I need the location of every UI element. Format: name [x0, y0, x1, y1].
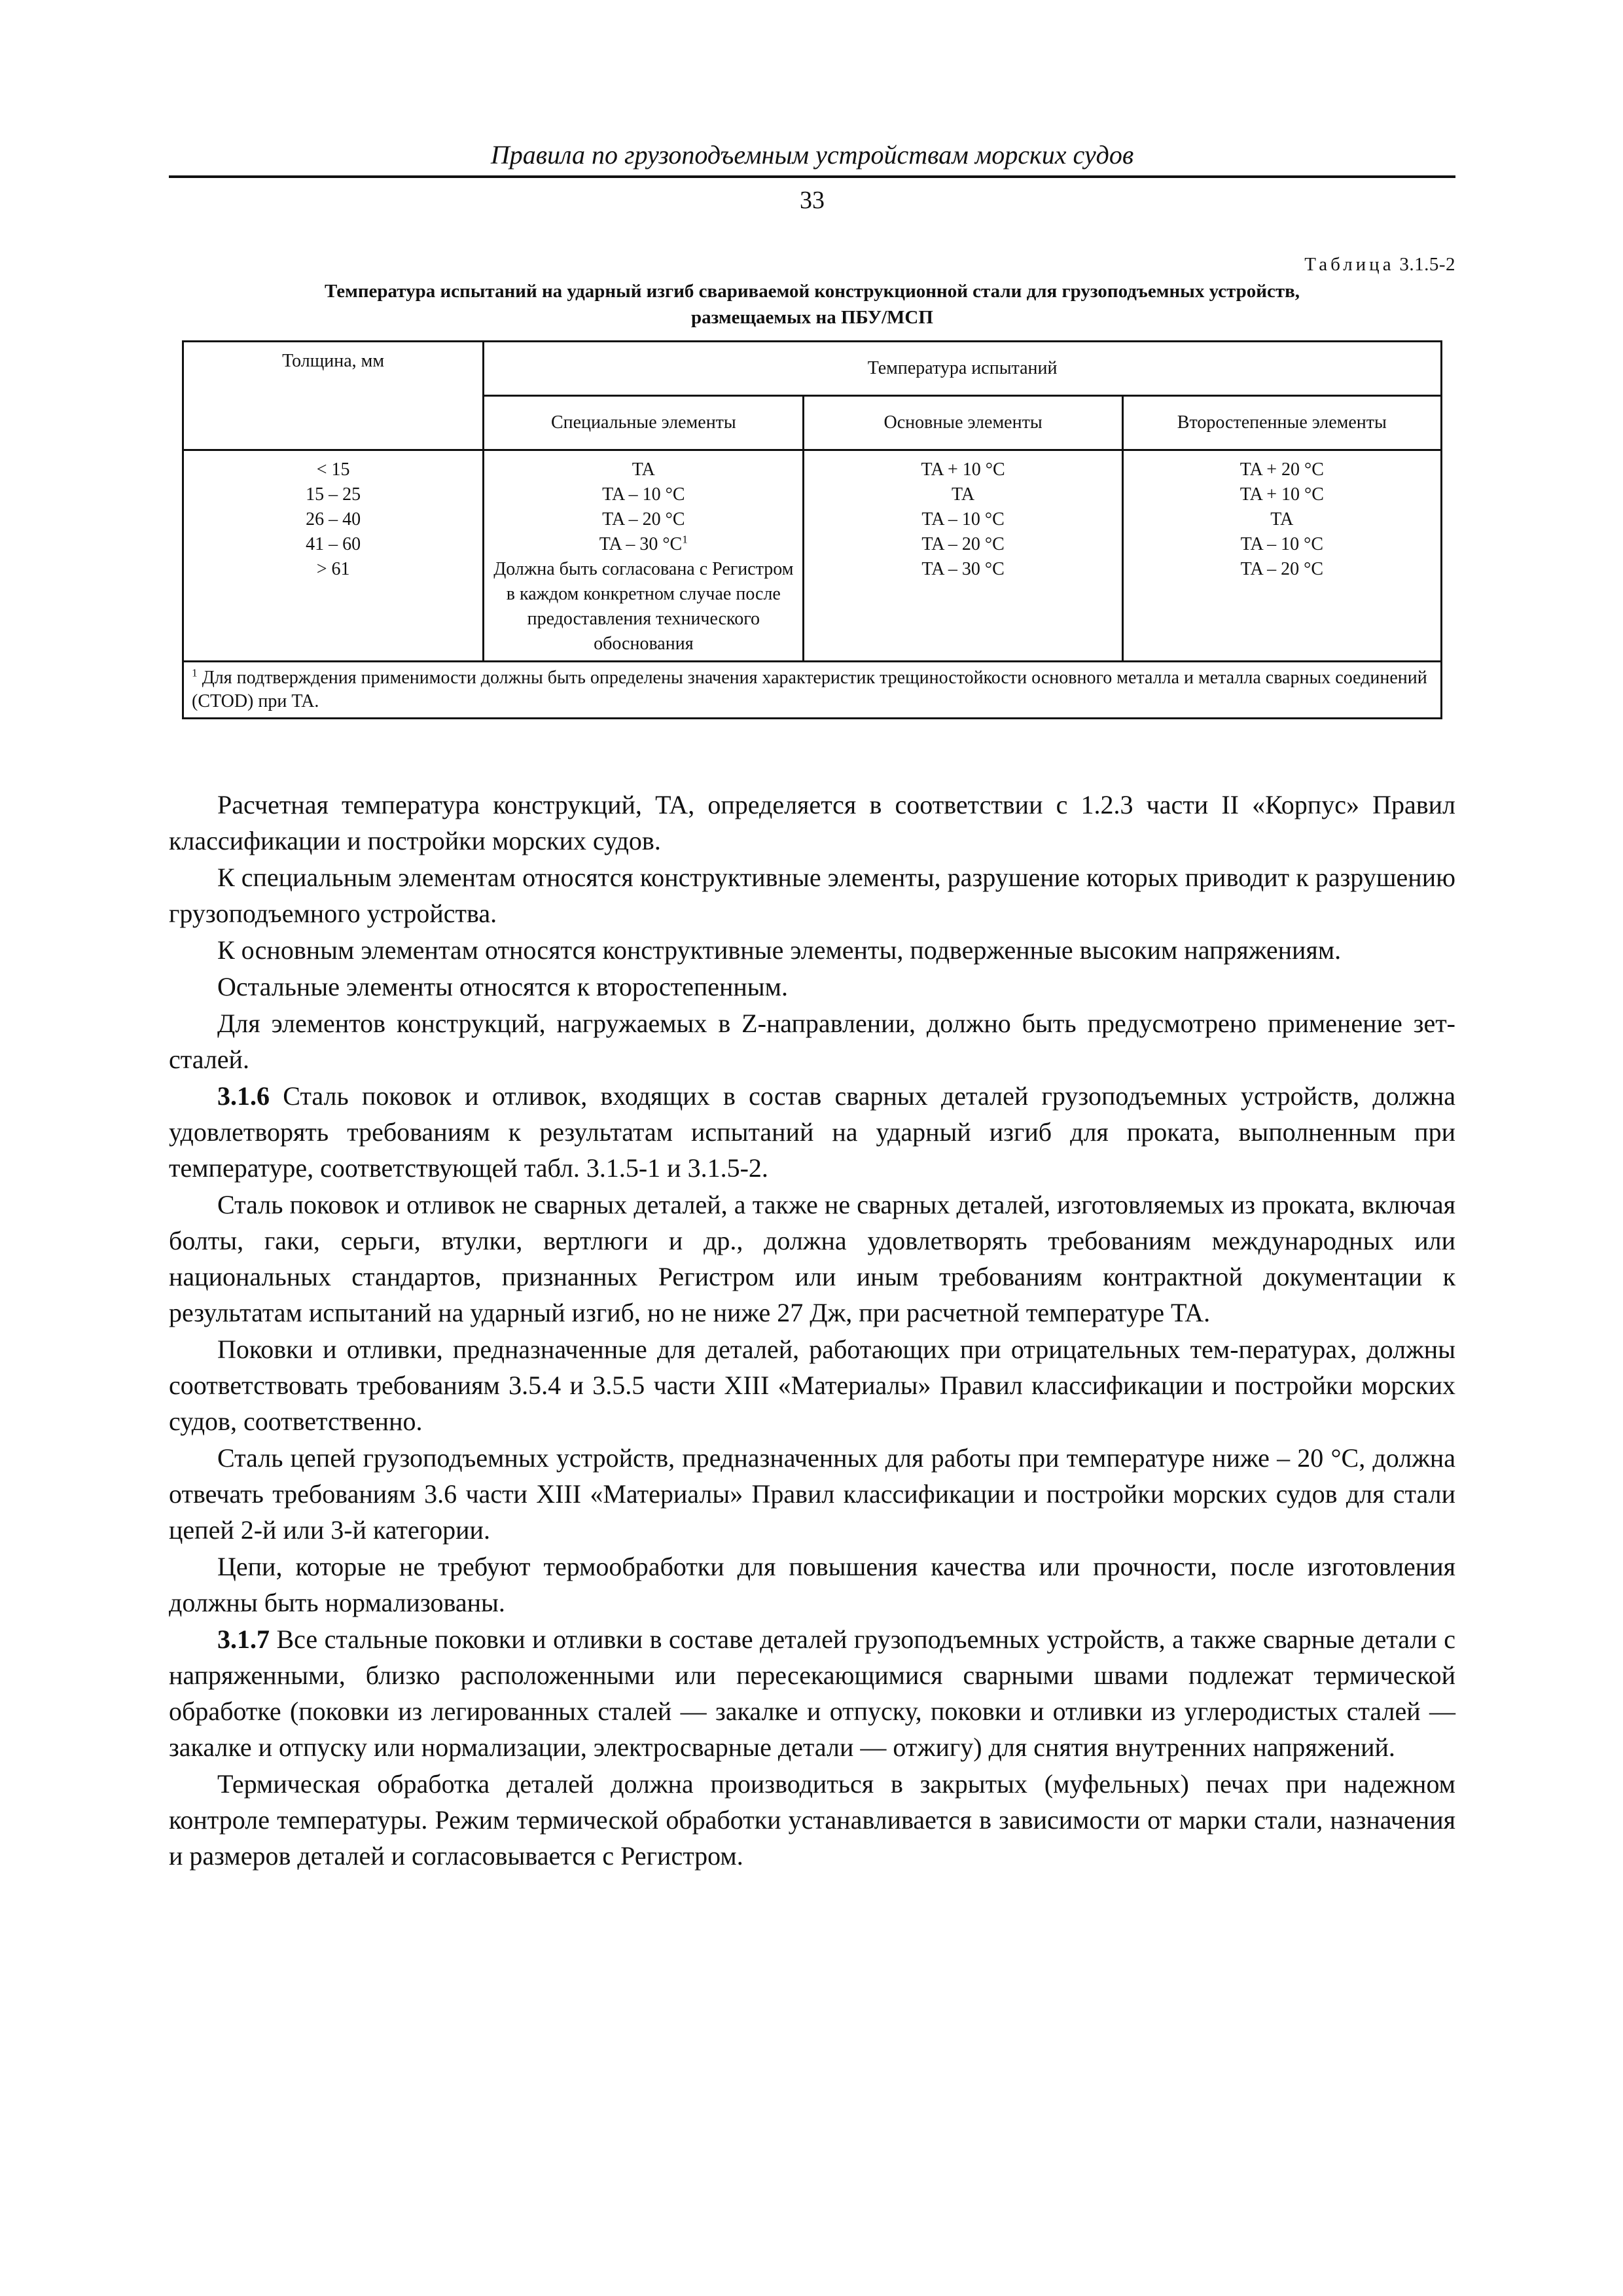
- paragraph: Сталь поковок и отливок не сварных деталей, а также не сварных деталей, изготовляемых из проката, включая болты, гаки, серьги, втулки, вертлюги и др., должна удовлетворять требованиям международных или национальных стандартов, признанных Регистром или иным требованиям контрактной документации к результатам испытаний на ударный изгиб, но не ниже 27 Дж, при расчетной температуре TA.: [169, 1190, 1455, 1327]
- table-footnote: [183, 662, 1442, 719]
- special-note: Должна быть согласована с Регистром в каждом конкретном случае после предоставления технического обоснования: [493, 559, 794, 654]
- main-value: TA – 30 °C: [921, 559, 1005, 579]
- page-number: 33: [800, 187, 825, 214]
- main-value: TA: [952, 484, 975, 505]
- column-header-special: Специальные элементы: [484, 396, 804, 450]
- paragraph: Расчетная температура конструкций, TA, определяется в соответствии с 1.2.3 части II «Корпус» Правил классификации и постройки морских судов.: [169, 790, 1455, 855]
- special-elements-cell: [484, 450, 804, 662]
- column-header-test-temperature: Температура испытаний: [484, 342, 1442, 396]
- paragraph: К основным элементам относятся конструктивные элементы, подверженные высоким напряжениям.: [217, 935, 1342, 965]
- paragraph: Термическая обработка деталей должна производиться в закрытых (муфельных) печах при надежном контроле температуры. Режим термической обработки устанавливается в зависимости от марки стали, назначения и размеров деталей и согласовывается с Регистром.: [169, 1769, 1455, 1871]
- table-label-number: 3.1.5-2: [1399, 254, 1455, 275]
- secondary-value: TA + 20 °C: [1240, 459, 1324, 480]
- main-value: TA – 10 °C: [921, 509, 1005, 529]
- footnote-mark: 1: [682, 533, 688, 546]
- paragraph-text: Сталь поковок и отливок, входящих в состав сварных деталей грузоподъемных устройств, должна удовлетворять требованиям к результатам испытаний на ударный изгиб для проката, выполненным при температуре, соответствующей табл. 3.1.5-1 и 3.1.5-2.: [169, 1081, 1456, 1183]
- table-caption-line-2: размещаемых на ПБУ/МСП: [691, 307, 933, 328]
- thickness-value: 15 – 25: [306, 484, 361, 505]
- impact-test-temperature-table: [182, 340, 1442, 719]
- secondary-elements-cell: [1122, 450, 1441, 662]
- thickness-value: < 15: [316, 459, 350, 480]
- table-caption-line-1: Температура испытаний на ударный изгиб свариваемой конструкционной стали для грузоподъемных устройств,: [324, 281, 1300, 302]
- paragraph: Остальные элементы относятся к второстепенным.: [217, 972, 788, 1001]
- special-value-with-footnote: [491, 532, 796, 557]
- running-title: Правила по грузоподъемным устройствам морских судов: [490, 140, 1134, 170]
- footnote-mark: 1: [192, 666, 198, 679]
- paragraph-text: Все стальные поковки и отливки в составе деталей грузоподъемных устройств, а также сварные детали с напряженными, близко расположенными или пересекающимися сварными швами подлежат термической обработке (поковки из легированных сталей — закалке и отпуску, поковки и отливки из углеродистых сталей — закалке и отпуску или нормализации, электросварные детали — отжигу) для снятия внутренних напряжений.: [169, 1624, 1455, 1762]
- paragraph: К специальным элементам относятся конструктивные элементы, разрушение которых приводит к разрушению грузоподъемного устройства.: [169, 863, 1455, 928]
- table-label-word: Таблица: [1304, 254, 1395, 275]
- thickness-value: 26 – 40: [306, 509, 361, 529]
- body-text: [169, 787, 1455, 1874]
- table-label: [1304, 253, 1455, 276]
- secondary-value: TA: [1270, 509, 1294, 529]
- paragraph: Поковки и отливки, предназначенные для деталей, работающих при отрицательных тем-пературах, должны соответствовать требованиям 3.5.4 и 3.5.5 части XIII «Материалы» Правил классификации и постройки морских судов, соответственно.: [169, 1335, 1455, 1436]
- secondary-value: TA – 10 °C: [1240, 534, 1324, 554]
- paragraph: Цепи, которые не требуют термообработки для повышения качества или прочности, после изготовления должны быть нормализованы.: [169, 1552, 1455, 1617]
- secondary-value: TA + 10 °C: [1240, 484, 1324, 505]
- paragraph-3-1-6: [169, 1078, 1455, 1186]
- column-header-thickness: Толщина, мм: [183, 342, 484, 450]
- paragraph: Сталь цепей грузоподъемных устройств, предназначенных для работы при температуре ниже – 20 °C, должна отвечать требованиям 3.6 части XIII «Материалы» Правил классификации и постройки морских судов для стали цепей 2-й или 3-й категории.: [169, 1443, 1455, 1545]
- column-header-secondary: Второстепенные элементы: [1122, 396, 1441, 450]
- special-value: TA – 10 °C: [602, 484, 685, 505]
- paragraph-3-1-7: [169, 1621, 1455, 1765]
- clause-number: 3.1.6: [217, 1081, 270, 1111]
- special-value: TA – 20 °C: [602, 509, 685, 529]
- secondary-value: TA – 20 °C: [1240, 559, 1324, 579]
- main-value: TA + 10 °C: [921, 459, 1005, 480]
- footnote-text: Для подтверждения применимости должны быть определены значения характеристик трещиностойкости основного металла и металла сварных соединений (CTOD) при TA.: [192, 668, 1427, 711]
- thickness-value: > 61: [316, 559, 350, 579]
- thickness-value: 41 – 60: [306, 534, 361, 554]
- main-value: TA – 20 °C: [921, 534, 1005, 554]
- header-rule: [169, 175, 1455, 178]
- thickness-cell: [183, 450, 484, 662]
- special-value: TA – 30 °C: [599, 534, 683, 554]
- special-value: TA: [632, 459, 655, 480]
- main-elements-cell: [804, 450, 1122, 662]
- table-body-row: [183, 450, 1442, 662]
- clause-number: 3.1.7: [217, 1624, 270, 1654]
- table-caption: [169, 278, 1455, 331]
- paragraph: Для элементов конструкций, нагружаемых в Z-направлении, должно быть предусмотрено применение зет-сталей.: [169, 1009, 1455, 1074]
- column-header-main: Основные элементы: [804, 396, 1122, 450]
